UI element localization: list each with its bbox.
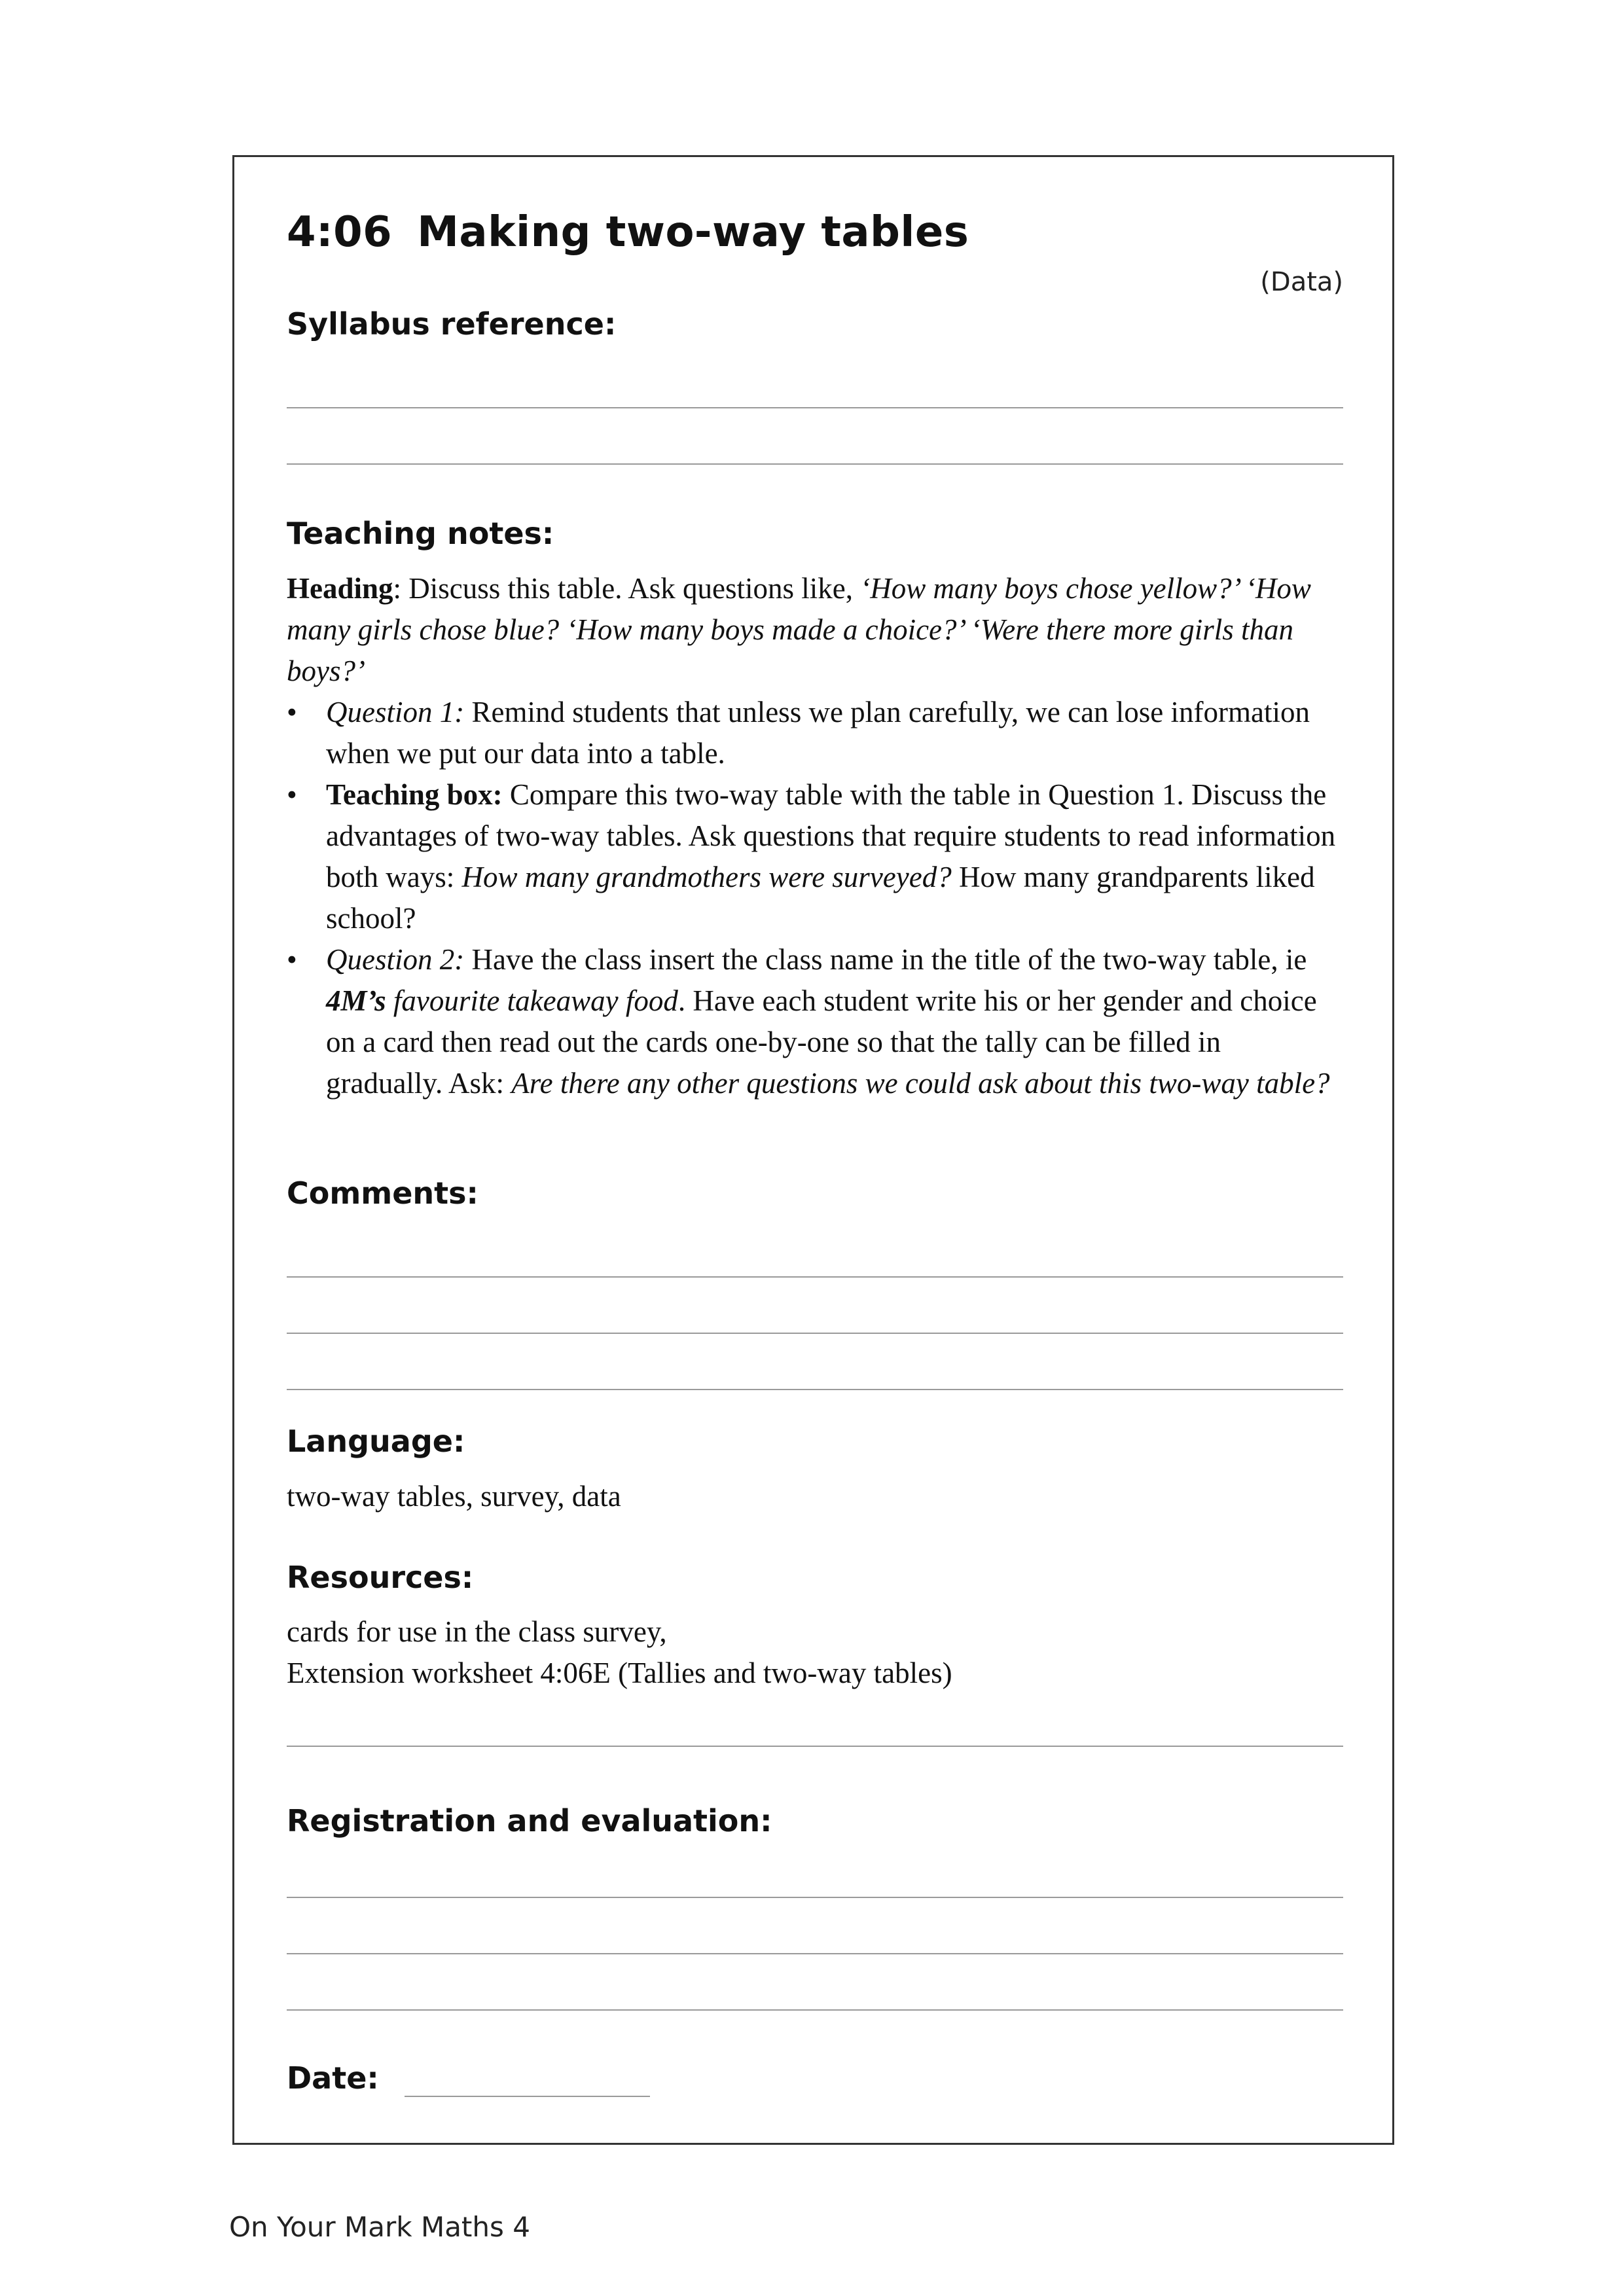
bullet-text: Compare this two-way table with the table in Question 1. Discuss the advantages of two-way tables. Ask questions that require students to read information both ways: bbox=[326, 778, 1336, 893]
language-text: two-way tables, survey, data bbox=[287, 1480, 621, 1513]
registration-line-2[interactable] bbox=[287, 1953, 1343, 1954]
resources-text bbox=[287, 1611, 1343, 1694]
bullet-text: Remind students that unless we plan carefully, we can lose information when we put our data into a table. bbox=[326, 696, 1310, 770]
comments-line-1[interactable] bbox=[287, 1276, 1343, 1278]
intro-label: Heading bbox=[287, 572, 393, 605]
registration-line-3[interactable] bbox=[287, 2009, 1343, 2011]
lesson-frame bbox=[232, 155, 1394, 2145]
list-item bbox=[287, 774, 1343, 939]
registration-line-1[interactable] bbox=[287, 1897, 1343, 1898]
syllabus-line-2[interactable] bbox=[287, 463, 1343, 465]
bullet-italic: How many grandmothers were surveyed? bbox=[461, 861, 952, 893]
resources-line-2: Extension worksheet 4:06E (Tallies and two-way tables) bbox=[287, 1657, 952, 1689]
date-line[interactable] bbox=[405, 2096, 650, 2097]
resources-line-1: cards for use in the class survey, bbox=[287, 1615, 667, 1648]
list-item bbox=[287, 939, 1343, 1104]
bullet-icon: • bbox=[287, 696, 297, 728]
intro-questions: ‘How many boys chose yellow?’ ‘How many girls chose blue? ‘How many boys made a choice?’ ‘Were there more girls than boys?’ bbox=[287, 572, 1311, 687]
bullet-text: Have the class insert the class name in the title of the two-way table, ie bbox=[464, 943, 1307, 976]
teaching-notes-list bbox=[287, 692, 1343, 1104]
bullet-text-after: How many grandparents liked school? bbox=[326, 861, 1315, 935]
lesson-title-text: Making two-way tables bbox=[417, 208, 969, 257]
teaching-notes-body bbox=[287, 568, 1343, 1104]
comments-heading: Comments: bbox=[287, 1175, 478, 1211]
teaching-notes-heading: Teaching notes: bbox=[287, 516, 554, 551]
bullet-italic-end: Are there any other questions we could ask about this two-way table? bbox=[511, 1067, 1330, 1100]
resources-line[interactable] bbox=[287, 1746, 1343, 1747]
bullet-bold-italic: 4M’s bbox=[326, 984, 386, 1017]
bullet-icon: • bbox=[287, 943, 297, 976]
lesson-strand: (Data) bbox=[1260, 267, 1343, 297]
bullet-italic: favourite takeaway food bbox=[386, 984, 678, 1017]
bullet-label: Question 1: bbox=[326, 696, 465, 728]
registration-heading: Registration and evaluation: bbox=[287, 1803, 772, 1839]
lesson-code: 4:06 bbox=[287, 208, 393, 257]
bullet-icon: • bbox=[287, 778, 297, 811]
intro-text: : Discuss this table. Ask questions like, bbox=[393, 572, 861, 605]
comments-line-3[interactable] bbox=[287, 1389, 1343, 1390]
syllabus-line-1[interactable] bbox=[287, 407, 1343, 408]
language-heading: Language: bbox=[287, 1424, 465, 1459]
syllabus-heading: Syllabus reference: bbox=[287, 306, 617, 342]
bullet-text-after: . Have each student write his or her gender and choice on a card then read out the cards one-by-one so that the tally can be filled in gradually. Ask: bbox=[326, 984, 1317, 1100]
resources-heading: Resources: bbox=[287, 1560, 474, 1595]
lesson-title bbox=[287, 208, 969, 257]
date-label: Date: bbox=[287, 2060, 379, 2096]
bullet-label: Question 2: bbox=[326, 943, 465, 976]
comments-line-2[interactable] bbox=[287, 1333, 1343, 1334]
bullet-label: Teaching box: bbox=[326, 778, 503, 811]
teaching-notes-intro bbox=[287, 568, 1343, 692]
page-footer: On Your Mark Maths 4 bbox=[229, 2211, 530, 2243]
list-item bbox=[287, 692, 1343, 774]
